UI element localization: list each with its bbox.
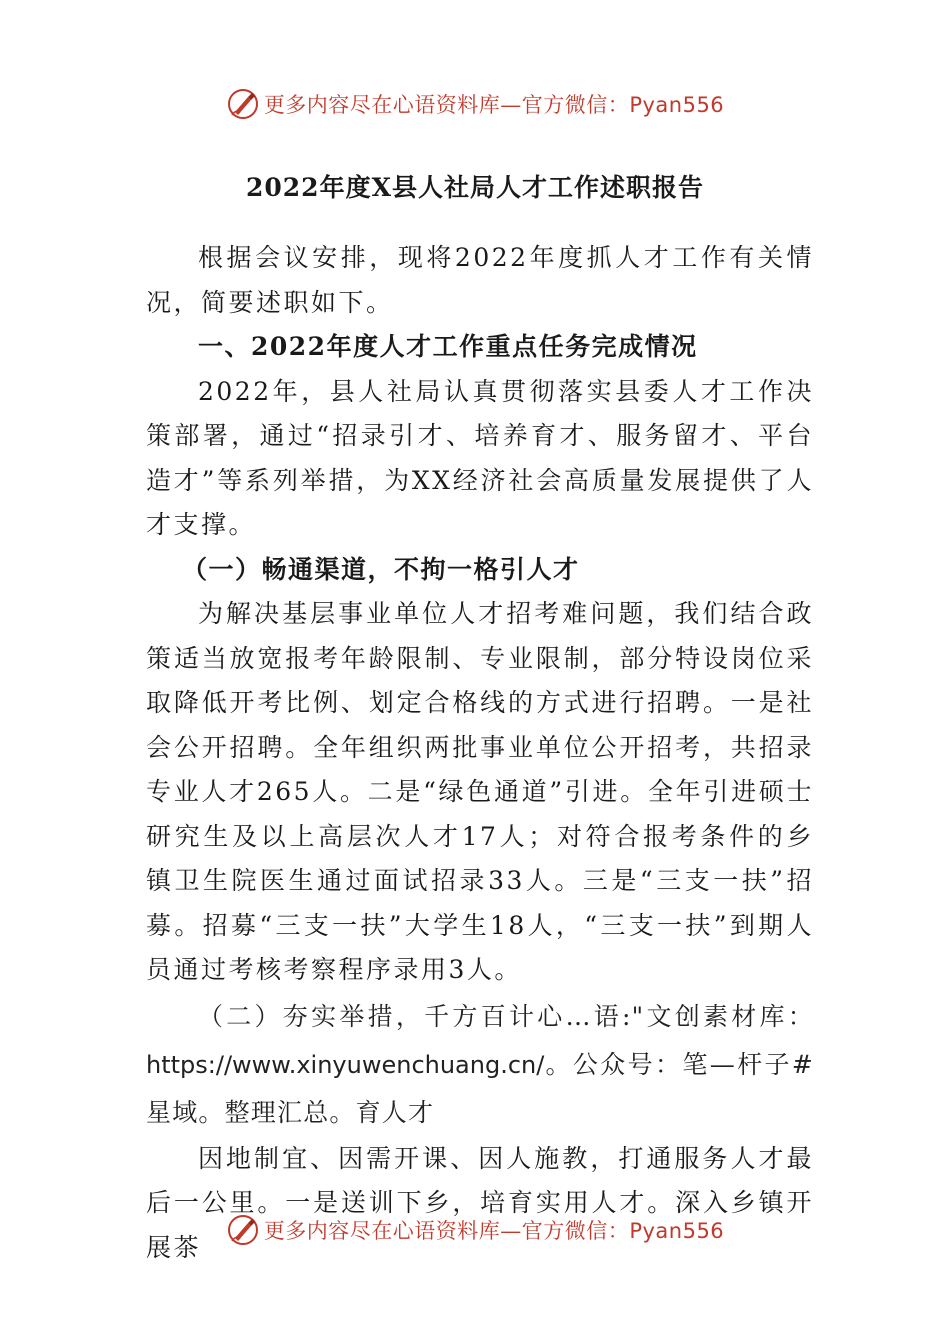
pen-logo-icon: [226, 1213, 260, 1247]
sub2-suffix: 。公众号：笔—杆子#星域。整理汇总。育人才: [146, 1049, 814, 1127]
pen-logo-icon: [226, 87, 260, 121]
sub1-heading: （一）畅通渠道，不拘一格引人才: [182, 554, 580, 584]
section1-heading: 一、2022年度人才工作重点任务完成情况: [198, 332, 698, 361]
section1-paragraph: 2022年，县人社局认真贯彻落实县委人才工作决策部署，通过“招录引才、培养育才、服务留才、平台造才”等系列举措，为XX经济社会高质量发展提供了人才支撑。: [146, 376, 814, 539]
intro-paragraph: 根据会议安排，现将2022年度抓人才工作有关情况，简要述职如下。: [146, 243, 814, 317]
header-watermark-text: 更多内容尽在心语资料库—官方微信：Pyan556: [263, 93, 725, 117]
sub2-paragraph: 因地制宜、因需开课、因人施教，打通服务人才最后一公里。一是送训下乡，培育实用人才。深入乡镇开展茶: [146, 1143, 814, 1262]
watermark-url-link[interactable]: https://www.xinyuwenchuang.cn/: [146, 1050, 545, 1079]
document-title: 2022年度X县人社局人才工作述职报告: [246, 173, 704, 202]
header-watermark-banner: [0, 84, 950, 124]
footer-watermark-text: 更多内容尽在心语资料库—官方微信：Pyan556: [263, 1219, 725, 1243]
sub1-paragraph: 为解决基层事业单位人才招考难问题，我们结合政策适当放宽报考年龄限制、专业限制，部分特设岗位采取降低开考比例、划定合格线的方式进行招聘。一是社会公开招聘。全年组织两批事业单位公开招考，共招录专业人才265人。二是“绿色通道”引进。全年引进硕士研究生及以上高层次人才17人；对符合报考条件的乡镇卫生院医生通过面试招录33人。三是“三支一扶”招募。招募“三支一扶”大学生18人，“三支一扶”到期人员通过考核考察程序录用3人。: [146, 599, 814, 984]
sub2-prefix: （二）夯实举措，千方百计心…语:"文创素材库：: [198, 1001, 814, 1031]
document-body: [146, 236, 814, 1270]
footer-watermark-banner: [0, 1210, 950, 1250]
sub2-heading-with-watermark: [146, 993, 814, 1137]
